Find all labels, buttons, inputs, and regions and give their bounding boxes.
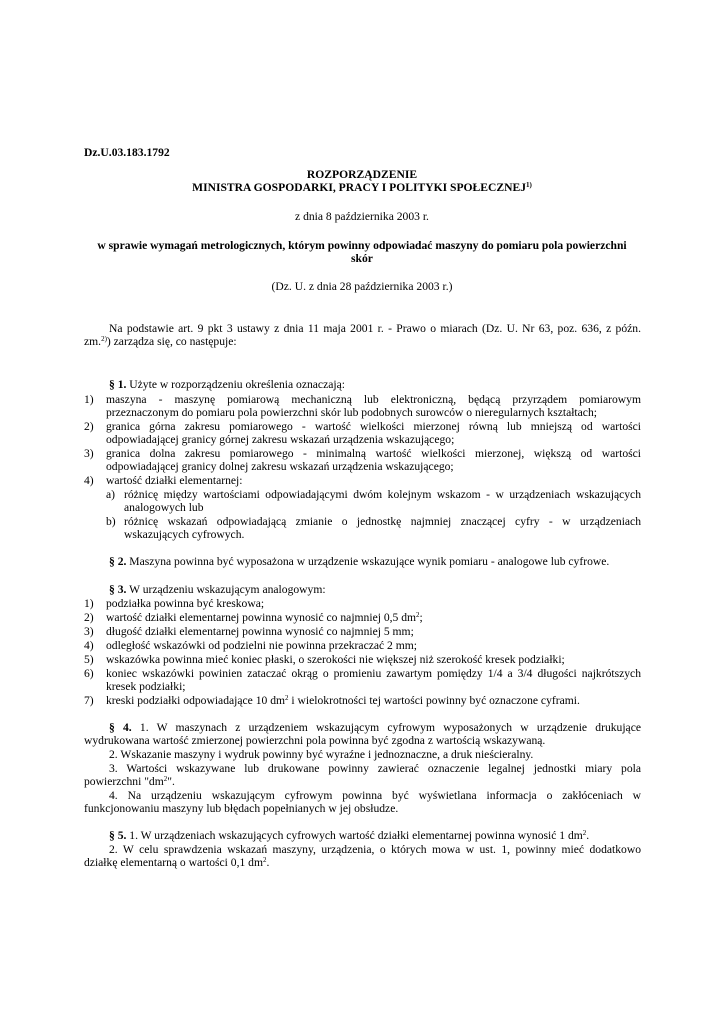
list-number: 3) [84,625,94,638]
document-title: ROZPORZĄDZENIE [306,168,418,181]
requirement-item-3: długość działki elementarnej powinna wynosić co najmniej 5 mm; [106,625,414,638]
definition-item-2-cont: odpowiadającej granicy górnej zakresu wskazań urządzenia wskazującego; [106,433,455,446]
section-2-heading: § 2. [109,555,127,568]
definition-item-4b-cont: wskazujących cyfrowych. [124,528,245,541]
document-subject: w sprawie wymagań metrologicznych, którym powinny odpowiadać maszyny do pomiaru pola powierzchni [97,239,627,252]
definition-item-4a-cont: analogowych lub [124,501,204,514]
definition-item-4b: różnicę wskazań odpowiadającą zmianie o jednostkę najmniej znaczącej cyfry - w urządzeniach [124,515,641,528]
section-4-heading: § 4. [109,721,132,734]
footnote-marker: 1) [526,181,532,189]
list-number: 5) [84,653,94,666]
requirement-item-2: wartość działki elementarnej powinna wynosić co najmniej 0,5 $dm^2$; [106,611,423,624]
list-number: 4) [84,474,94,487]
section-5-para-2: 2. W celu sprawdzenia wskazań maszyny, urządzenia, o których mowa w ust. 1, powinny mieć dodatkowo [109,843,641,856]
list-number: 2) [84,420,94,433]
publication-note: (Dz. U. z dnia 28 października 2003 r.) [271,280,453,293]
section-5-para-2-cont: działkę elementarną o wartości 0,1 $dm^2$. [84,856,270,869]
section-4-para-4: 4. Na urządzeniu wskazującym cyfrowym powinna być wyświetlana informacja o zakłóceniach w [109,789,641,802]
definition-item-3: granica dolna zakresu pomiarowego - minimalną wartość wielkości mierzonej, większą od wartości [106,447,641,460]
definition-item-3-cont: odpowiadającej granicy dolnej zakresu wskazań urządzenia wskazującego; [106,460,454,473]
requirement-item-6-cont: kresek podziałki; [106,680,186,693]
section-4-para-1-cont: wydrukowana wartość zmierzonej powierzchni pola powinna być zgodna z wartością wskazywaną. [84,734,546,747]
document-date: z dnia 8 października 2003 r. [295,210,429,223]
section-2: § 2. Maszyna powinna być wyposażona w urządzenie wskazujące wynik pomiaru - analogowe lub cyfrowe. [109,555,610,568]
definition-item-1: maszyna - maszynę pomiarową mechaniczną lub elektroniczną, będącą przyrządem pomiarowym [106,393,641,406]
section-3-heading: § 3. [109,583,127,596]
section-1-heading: § 1. [109,378,127,391]
section-5-heading: § 5. [109,829,127,842]
document-subject-cont: skór [351,252,373,265]
section-4-para-1: § 4. 1. W maszynach z urządzeniem wskazującym cyfrowym wyposażonych w urządzenie drukujące [109,721,641,734]
definition-item-4a: różnicę między wartościami odpowiadającymi dwóm kolejnym wskazom - w urządzeniach wskazujących [124,488,641,501]
section-4-para-4-cont: funkcjonowaniu maszyny lub błędach popełnianych w jej obsłudze. [84,802,399,815]
preamble-cont: zm.$^{2)}$) zarządza się, co następuje: [84,335,237,348]
section-4-para-3: 3. Wartości wskazywane lub drukowane powinny zawierać oznaczenie legalnej jednostki miary pola [109,762,641,775]
ministry-name: MINISTRA GOSPODARKI, PRACY I POLITYKI SPOŁECZNEJ$^{1)}$ [192,181,532,194]
requirement-item-4: odległość wskazówki od podzielni nie powinna przekraczać 2 mm; [106,639,417,652]
list-number: 1) [84,597,94,610]
section-5-para-1: § 5. 1. W urządzeniach wskazujących cyfrowych wartość działki elementarnej powinna wynosić 1 $dm^2$. [109,829,590,842]
definition-item-2: granica górna zakresu pomiarowego - wartość wielkości mierzonej równą lub mniejszą od wartości [106,420,641,433]
list-number: 2) [84,611,94,624]
list-number: 3) [84,447,94,460]
preamble: Na podstawie art. 9 pkt 3 ustawy z dnia 11 maja 2001 r. - Prawo o miarach (Dz. U. Nr 63, poz. 636, z późn. [109,322,641,335]
list-number: 1) [84,393,94,406]
requirement-item-6: koniec wskazówki powinien zataczać okrąg o promieniu zawartym pomiędzy 1/4 a 3/4 długości najkrótszych [106,667,641,680]
section-3-intro: § 3. W urządzeniu wskazującym analogowym: [109,583,326,596]
requirement-item-5: wskazówka powinna mieć koniec płaski, o szerokości nie większej niż szerokość kresek podziałki; [106,653,565,666]
list-number: 7) [84,694,94,707]
section-1-intro: § 1. Użyte w rozporządzeniu określenia oznaczają: [109,378,345,391]
list-letter: b) [106,515,116,528]
section-4-para-3-cont: powierzchni "$dm^2$". [84,775,175,788]
list-number: 6) [84,667,94,680]
list-letter: a) [106,488,116,501]
list-number: 4) [84,639,94,652]
requirement-item-1: podziałka powinna być kreskowa; [106,597,265,610]
definition-item-1-cont: przeznaczonym do pomiaru pola powierzchni skór lub podobnych surowców o nieregularnych kształtach; [106,406,597,419]
footnote-marker: 2) [101,335,107,343]
document-reference: Dz.U.03.183.1792 [84,146,170,159]
section-4-para-2: 2. Wskazanie maszyny i wydruk powinny być wyraźne i jednoznaczne, a druk nieścieralny. [109,748,534,761]
requirement-item-7: kreski podziałki odpowiadające 10 $dm^2$ i wielokrotności tej wartości powinny być oznaczone cyframi. [106,694,580,707]
definition-item-4: wartość działki elementarnej: [106,474,243,487]
